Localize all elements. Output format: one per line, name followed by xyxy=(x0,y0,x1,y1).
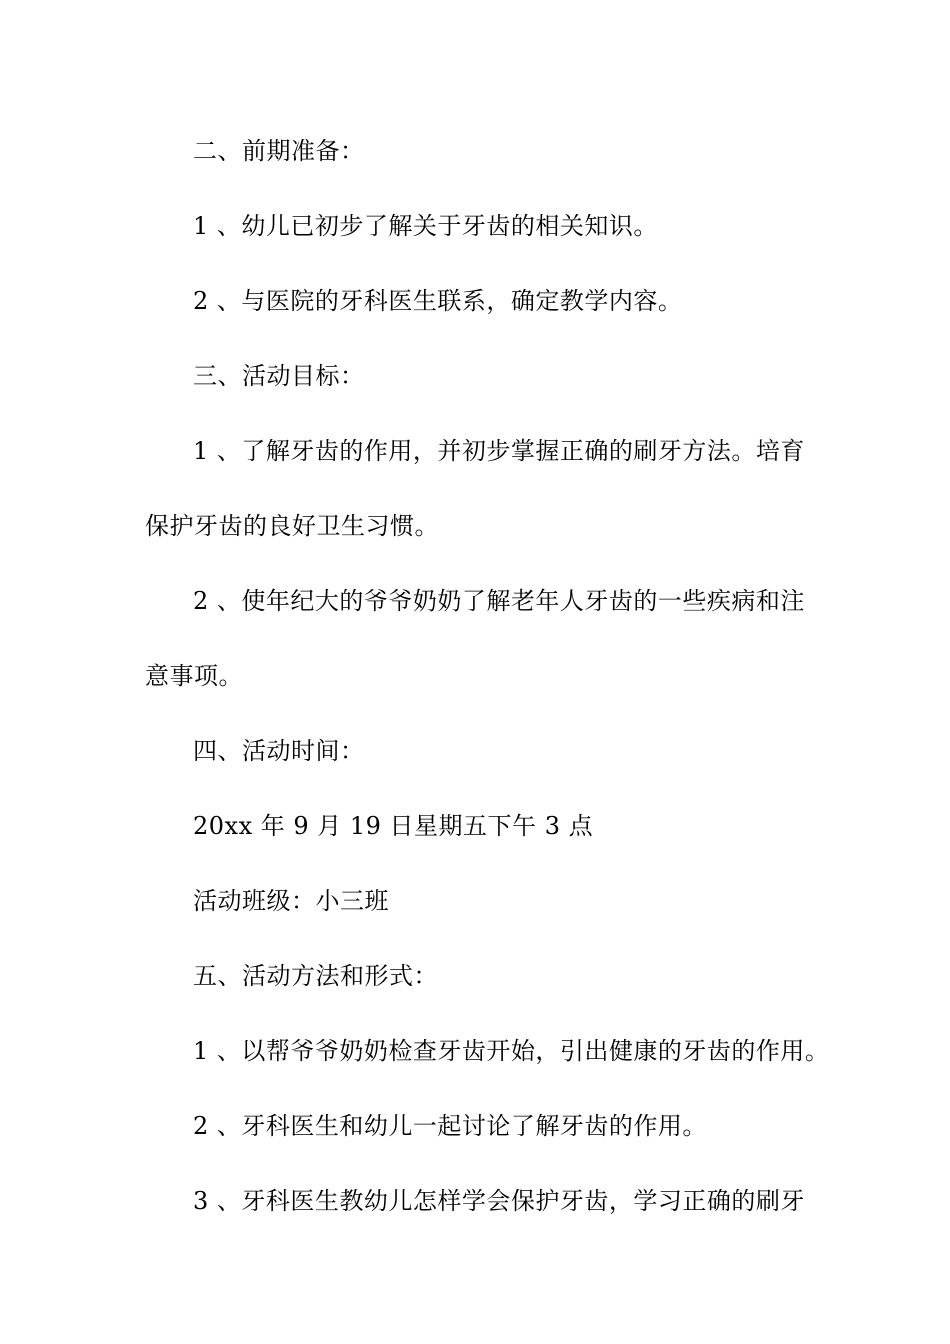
section-heading-preparation: 二、前期准备： xyxy=(193,137,365,165)
paragraph-line: 2 、与医院的牙科医生联系，确定教学内容。 xyxy=(193,287,683,315)
paragraph-line: 保护牙齿的良好卫生习惯。 xyxy=(145,512,439,540)
paragraph-line: 2 、牙科医生和幼儿一起讨论了解牙齿的作用。 xyxy=(193,1112,707,1140)
section-heading-time: 四、活动时间： xyxy=(193,737,365,765)
paragraph-line: 3 、牙科医生教幼儿怎样学会保护牙齿，学习正确的刷牙 xyxy=(193,1187,805,1215)
paragraph-line: 1 、幼儿已初步了解关于牙齿的相关知识。 xyxy=(193,212,658,240)
paragraph-line: 1 、以帮爷爷奶奶检查牙齿开始，引出健康的牙齿的作用。 xyxy=(193,1037,830,1065)
paragraph-line: 20xx 年 9 月 19 日星期五下午 3 点 xyxy=(193,812,594,840)
paragraph-line: 2 、使年纪大的爷爷奶奶了解老年人牙齿的一些疾病和注 xyxy=(193,587,805,615)
paragraph-line: 活动班级：小三班 xyxy=(193,887,389,915)
paragraph-line: 1 、了解牙齿的作用，并初步掌握正确的刷牙方法。培育 xyxy=(193,437,805,465)
section-heading-goals: 三、活动目标： xyxy=(193,362,365,390)
paragraph-line: 意事项。 xyxy=(145,662,243,690)
section-heading-methods: 五、活动方法和形式： xyxy=(193,962,438,990)
